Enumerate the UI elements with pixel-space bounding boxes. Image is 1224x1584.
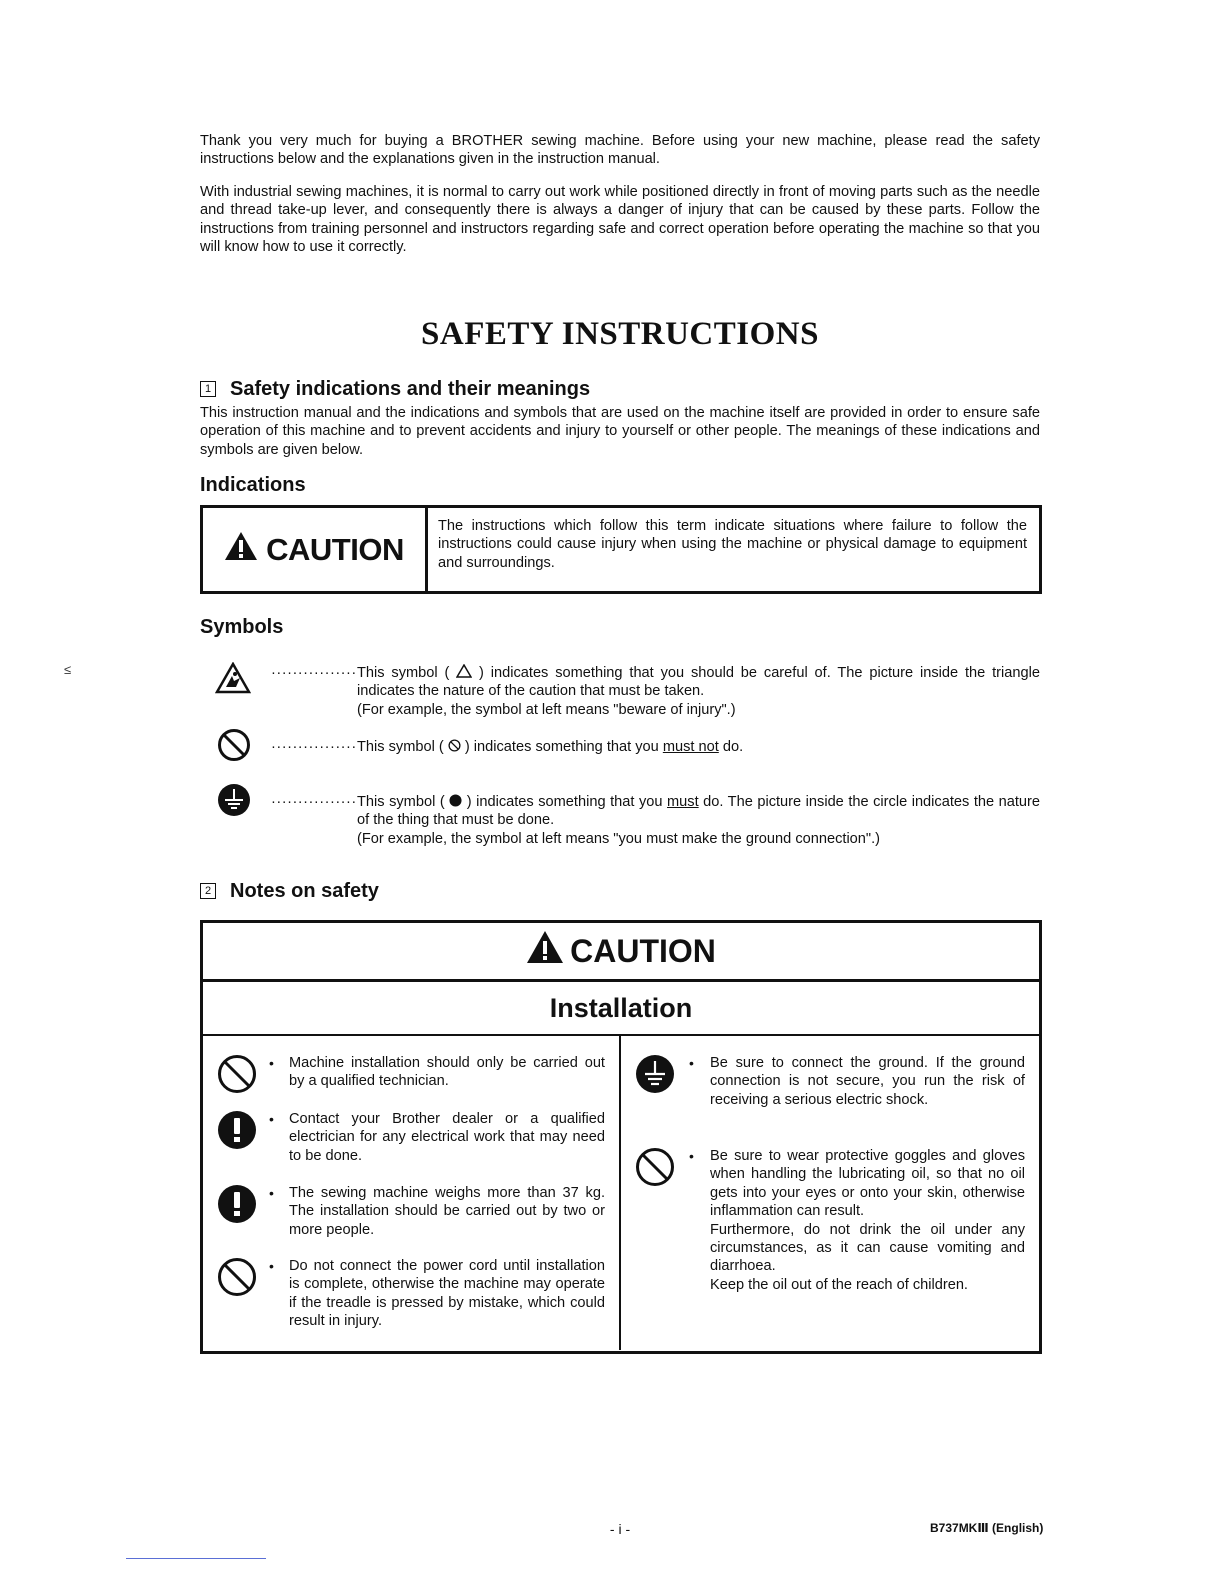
column-divider <box>619 1036 621 1350</box>
list-item <box>635 1054 1035 1134</box>
section-2-heading <box>200 879 379 903</box>
section-1-body: This instruction manual and the indications and symbols that are used on the machine itself are provided in order to ensure safe operation of this machine and to prevent accidents and injury to yourself or other people. The meanings of these indications and symbols are given below. <box>200 405 1040 458</box>
installation-heading: Installation <box>203 982 1039 1036</box>
bullet: • <box>269 1055 274 1071</box>
list-item <box>217 1110 617 1172</box>
caution-indication-label <box>203 508 428 591</box>
caution-indication-description: The instructions which follow this term indicate situations where failure to follow the instructions could cause injury when using the machine or physical damage to equipment and surroundings. <box>438 518 1027 571</box>
symbol-mandatory-text-mid: ) indicates something that you <box>462 794 667 810</box>
margin-mark: ≤ <box>64 662 72 677</box>
symbol-mandatory-text-pre: This symbol ( <box>357 794 450 810</box>
symbol-prohibition-text-mid: ) indicates something that you <box>460 739 663 755</box>
symbol-mandatory-emphasis: must <box>667 794 699 810</box>
list-item <box>217 1257 617 1349</box>
page-number: - i - <box>609 1521 631 1537</box>
list-item <box>217 1184 617 1246</box>
prohibition-icon <box>217 728 251 767</box>
list-item-text: The sewing machine weighs more than 37 kg. The installation should be carried out by two or more people. <box>289 1185 605 1238</box>
installation-caution-box <box>200 920 1042 1354</box>
section-1-title: Safety indications and their meanings <box>230 378 591 400</box>
warning-triangle-icon <box>224 531 266 569</box>
inline-filled-circle-icon <box>449 794 462 810</box>
caution-banner-text: CAUTION <box>570 932 716 969</box>
intro-paragraph-2: With industrial sewing machines, it is normal to carry out work while positioned directly in front of moving parts such as the needle and thread take-up lever, and consequently there is always a danger of injury that can be caused by these parts. Follow the instructions from training personnel and instructors regarding safe and correct operation before operating the machine so that you will know how to use it correctly. <box>200 184 1040 256</box>
symbols-heading: Symbols <box>200 616 284 638</box>
caution-label-text: CAUTION <box>266 531 404 567</box>
caution-banner <box>203 923 1039 982</box>
symbol-prohibition-text-pre: This symbol ( <box>357 739 448 755</box>
intro-paragraph-1: Thank you very much for buying a BROTHER sewing machine. Before using your new machine, please read the safety instructions below and the explanations given in the instruction manual. <box>200 133 1040 168</box>
ground-icon <box>635 1054 675 1099</box>
list-item-text-part-3: Keep the oil out of the reach of children. <box>710 1276 968 1293</box>
list-item-text: Do not connect the power cord until installation is complete, otherwise the machine may operate if the treadle is pressed by mistake, which could result in injury. <box>289 1258 605 1330</box>
list-item-text-part-1: Be sure to wear protective goggles and gloves when handling the lubricating oil, so that no oil gets into your eyes or onto your skin, otherwise inflammation can result. <box>710 1148 1025 1220</box>
symbol-caution-text <box>357 664 1040 719</box>
section-1-number: 1 <box>200 381 216 397</box>
symbol-row-prohibition <box>215 738 1045 768</box>
section-2-title: Notes on safety <box>230 880 379 902</box>
symbol-caution-text-post: ) indicates something that you should be careful of. The picture inside the triangle indicates the nature of the caution that must be taken. <box>357 665 1040 700</box>
bullet: • <box>269 1258 274 1274</box>
mandatory-icon <box>217 1184 257 1229</box>
list-item-text: Machine installation should only be carried out by a qualified technician. <box>289 1055 605 1090</box>
page-title: SAFETY INSTRUCTIONS <box>421 316 819 352</box>
beware-injury-triangle-icon <box>215 662 251 699</box>
indications-heading: Indications <box>200 474 306 496</box>
symbol-caution-example: (For example, the symbol at left means "beware of injury".) <box>357 701 736 718</box>
section-2-number: 2 <box>200 883 216 899</box>
symbol-prohibition-text <box>357 738 1040 756</box>
model-code: B737MKⅢ (English) <box>930 1521 1044 1535</box>
list-item <box>217 1054 617 1100</box>
leader-dots: ················ <box>271 665 357 681</box>
list-item <box>635 1147 1035 1347</box>
prohibition-icon <box>217 1257 257 1302</box>
symbol-prohibition-emphasis: must not <box>662 739 719 755</box>
list-item-text-part-2: Furthermore, do not drink the oil under any circumstances, as it can cause vomiting and diarrhoea. <box>710 1221 1025 1275</box>
symbol-mandatory-text <box>357 793 1040 848</box>
bullet: • <box>689 1055 694 1071</box>
prohibition-icon <box>217 1054 257 1099</box>
section-1-heading <box>200 377 590 401</box>
symbol-mandatory-text-post: do. The picture inside the circle indicates the nature of the thing that must be done. <box>357 794 1040 829</box>
list-item-text: Be sure to connect the ground. If the ground connection is not secure, you run the risk of receiving a serious electric shock. <box>710 1055 1025 1108</box>
leader-dots: ················ <box>271 739 357 755</box>
installation-columns <box>203 1036 1039 1350</box>
caution-indication-box <box>200 505 1042 594</box>
symbol-mandatory-example: (For example, the symbol at left means "you must make the ground connection".) <box>357 830 881 847</box>
list-item-text <box>710 1147 1025 1294</box>
mandatory-icon <box>217 1110 257 1155</box>
inline-triangle-icon <box>456 665 472 681</box>
ground-connection-icon <box>217 783 251 822</box>
list-item-text: Contact your Brother dealer or a qualified electrician for any electrical work that may need to be done. <box>289 1111 605 1164</box>
symbol-caution-text-pre: This symbol ( <box>357 665 457 681</box>
bullet: • <box>689 1148 694 1164</box>
inline-prohibition-icon <box>448 739 461 755</box>
symbol-row-mandatory <box>215 793 1045 853</box>
bullet: • <box>269 1111 274 1127</box>
symbol-prohibition-text-post: do. <box>718 739 744 755</box>
prohibition-icon <box>635 1147 675 1192</box>
footer-rule <box>126 1558 266 1559</box>
warning-triangle-icon <box>526 930 570 972</box>
bullet: • <box>269 1185 274 1201</box>
symbol-row-caution <box>215 664 1045 724</box>
leader-dots: ················ <box>271 794 357 810</box>
